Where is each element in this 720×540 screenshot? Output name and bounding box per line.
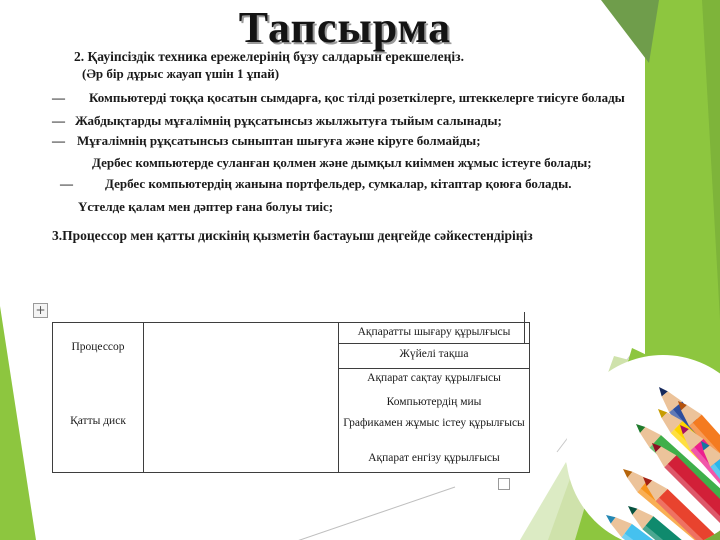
table-divider-horizontal-1	[338, 343, 529, 344]
dash-bullet: —	[52, 113, 65, 128]
table-resize-handle[interactable]	[498, 478, 510, 490]
decor-line-bottom	[297, 487, 455, 540]
rule-text: Дербес компьютерде суланған қолмен және дымқыл киіммен жұмыс істеуге болады;	[92, 155, 592, 170]
left-item-processor: Процессор	[71, 341, 125, 353]
rule-text: Жабдықтарды мұғалімнің рұқсатынсыз жылжытуға тыйым салынады;	[75, 113, 502, 128]
rule-text: Мұғалімнің рұқсатынсыз сыныптан шығуға және кіруге болмайды;	[77, 133, 481, 148]
section2-subheading: (Әр бір дұрыс жауап үшін 1 ұпай)	[82, 66, 280, 81]
rule-item	[52, 156, 644, 170]
dash-bullet: —	[52, 90, 65, 105]
section3-heading: 3.Процессор мен қатты дискінің қызметін бастауыш деңгейде сәйкестендіріңіз	[52, 228, 533, 243]
rule-text: Компьютерді тоққа қосатын сымдарға, қос тілді розеткілерге, штеккелерге тиісуге болады	[89, 90, 625, 105]
task-text-block	[52, 49, 644, 243]
rule-item	[52, 200, 644, 214]
right-item-3: Ақпарат сақтау құрылғысы	[367, 372, 501, 384]
left-item-hard-disk: Қатты диск	[70, 415, 126, 427]
rule-item	[52, 134, 644, 148]
dash-bullet: —	[52, 133, 65, 148]
table-move-handle[interactable]: +	[33, 303, 48, 318]
rule-item	[52, 91, 644, 105]
right-item-1: Ақпаратты шығару құрылғысы	[357, 326, 511, 338]
rule-text: Үстелде қалам мен дәптер ғана болуы тиіс;	[78, 199, 334, 214]
right-item-4: Компьютердің миы	[386, 396, 482, 408]
slide-title: Тапсырма	[238, 3, 452, 52]
rule-item	[52, 114, 644, 128]
section2-heading: 2. Қауіпсіздік техника ережелерінің бұзу салдарын ерекшелеңіз.	[74, 49, 464, 64]
bottom-left-wedge	[0, 306, 36, 540]
right-item-2: Жүйелі тақша	[399, 348, 469, 360]
table-divider-horizontal-2	[338, 368, 529, 369]
matching-table	[52, 322, 530, 473]
rule-item	[52, 177, 644, 191]
right-item-6: Ақпарат енгізу құрылғысы	[368, 452, 500, 464]
rule-text: Дербес компьютердің жанына портфельдер, сумкалар, кітаптар қоюға болады.	[105, 176, 572, 191]
right-item-5: Графикамен жұмыс істеу құрылғысы	[343, 417, 525, 429]
dash-bullet: —	[60, 176, 73, 191]
table-divider-vertical-1	[143, 323, 144, 472]
